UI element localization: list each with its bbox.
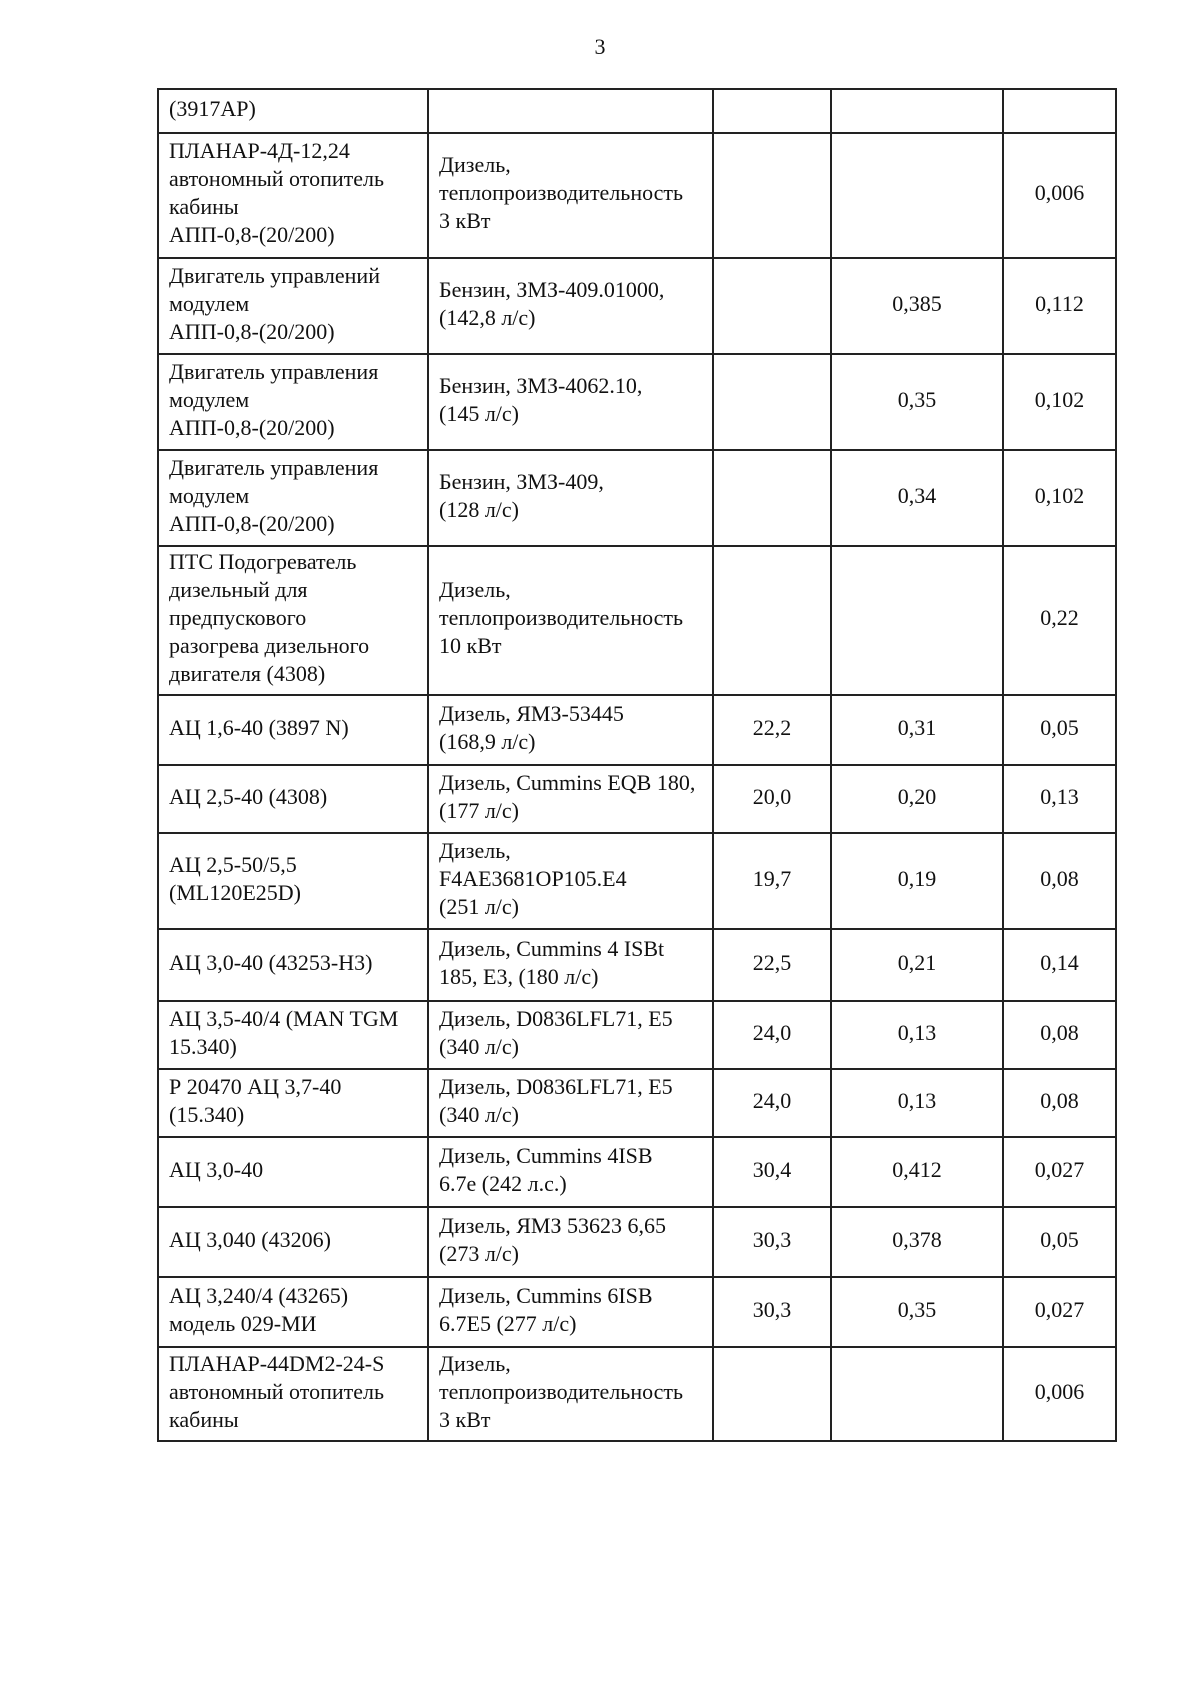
vehicle-name-cell-line: модель 029-МИ: [169, 1310, 317, 1336]
engine-cell-line: Дизель, ЯМЗ 53623 6,65: [439, 1212, 667, 1238]
engine-cell-line: Бензин, ЗМЗ-409.01000,: [439, 276, 665, 302]
engine-cell-line: (251 л/с): [439, 893, 520, 919]
value-cell-col3: 30,4: [713, 1137, 831, 1207]
engine-cell-line: Дизель,: [439, 577, 511, 602]
engine-cell-line: (128 л/с): [439, 496, 520, 522]
engine-cell-line: Дизель, Cummins EQB 180,: [439, 769, 696, 795]
table-row: [158, 1001, 1116, 1069]
vehicle-name-cell-line: Двигатель управления: [169, 454, 379, 480]
engine-cell: [428, 258, 713, 354]
engine-cell: [428, 929, 713, 1001]
engine-cell: [428, 833, 713, 929]
value-cell-col5: 0,112: [1003, 258, 1116, 354]
value-cell-col5: 0,027: [1003, 1277, 1116, 1347]
engine-cell-line: (177 л/с): [439, 797, 520, 823]
table-row: [158, 1137, 1116, 1207]
engine-cell-line: Дизель,: [439, 1350, 511, 1376]
engine-cell-line: 185, Е3, (180 л/с): [439, 963, 599, 989]
value-cell-col5: 0,08: [1003, 1001, 1116, 1069]
engine-cell-line: Дизель, Cummins 6ISB: [439, 1282, 653, 1308]
vehicle-name-cell-line: дизельный для: [169, 577, 308, 602]
table-row: [158, 354, 1116, 450]
table-row: [158, 133, 1116, 258]
engine-cell-line: (340 л/с): [439, 1101, 520, 1127]
vehicle-name-cell: [158, 1137, 428, 1207]
vehicle-name-cell: [158, 258, 428, 354]
vehicle-name-cell-line: двигателя (4308): [169, 661, 326, 686]
value-cell-col3: [713, 450, 831, 546]
value-cell-col3: 22,5: [713, 929, 831, 1001]
vehicle-name-cell: [158, 546, 428, 695]
value-cell-col4: 0,34: [831, 450, 1003, 546]
engine-cell: [428, 450, 713, 546]
value-cell-col5: 0,102: [1003, 450, 1116, 546]
engine-cell-line: теплопроизводительность: [439, 1378, 684, 1404]
value-cell-col5: 0,05: [1003, 695, 1116, 765]
vehicle-name-cell-line: АЦ 3,240/4 (43265): [169, 1282, 349, 1308]
value-cell-col4: 0,412: [831, 1137, 1003, 1207]
value-cell-col5: 0,14: [1003, 929, 1116, 1001]
value-cell-col4: 0,378: [831, 1207, 1003, 1277]
vehicle-name-cell-line: АЦ 3,5-40/4 (MAN TGM: [169, 1005, 399, 1031]
value-cell-col3: 24,0: [713, 1001, 831, 1069]
engine-cell-line: (273 л/с): [439, 1240, 520, 1266]
engine-cell-line: 3 кВт: [439, 208, 491, 233]
table-row: [158, 89, 1116, 133]
engine-cell-line: 6.7е (242 л.с.): [439, 1170, 567, 1196]
vehicle-name-cell-line: АЦ 3,0-40 (43253-Н3): [169, 949, 373, 975]
engine-cell-line: Дизель, D0836LFL71, E5: [439, 1005, 673, 1031]
vehicle-name-cell-line: ПТС Подогреватель: [169, 549, 357, 574]
engine-cell-line: 10 кВт: [439, 633, 502, 658]
vehicle-name-cell-line: предпускового: [169, 605, 307, 630]
vehicle-name-cell-line: АЦ 1,6-40 (3897 N): [169, 714, 349, 740]
page-number: 3: [594, 34, 606, 59]
vehicle-name-cell: [158, 450, 428, 546]
table-row: [158, 929, 1116, 1001]
engine-cell: [428, 695, 713, 765]
vehicle-name-cell-line: АПП-0,8-(20/200): [169, 414, 335, 440]
engine-cell: [428, 765, 713, 833]
vehicle-name-cell-line: ПЛАНАР-4Д-12,24: [169, 138, 350, 163]
value-cell-col4: [831, 133, 1003, 258]
engine-cell-line: 3 кВт: [439, 1406, 491, 1432]
vehicle-name-cell-line: разогрева дизельного: [169, 633, 370, 658]
value-cell-col4: 0,35: [831, 1277, 1003, 1347]
table-row: [158, 833, 1116, 929]
table-row: [158, 1347, 1116, 1441]
vehicle-name-cell-line: автономный отопитель: [169, 1378, 385, 1404]
vehicle-name-cell-line: Двигатель управления: [169, 358, 379, 384]
value-cell-col3: 24,0: [713, 1069, 831, 1137]
engine-cell-line: (145 л/с): [439, 400, 520, 426]
engine-cell: [428, 546, 713, 695]
value-cell-col5: 0,027: [1003, 1137, 1116, 1207]
value-cell-col4: 0,13: [831, 1001, 1003, 1069]
vehicle-name-cell: [158, 1207, 428, 1277]
value-cell-col4: 0,21: [831, 929, 1003, 1001]
vehicle-name-cell: [158, 765, 428, 833]
vehicle-name-cell-line: кабины: [169, 1406, 239, 1432]
table-row: [158, 546, 1116, 695]
vehicle-name-cell-line: АПП-0,8-(20/200): [169, 318, 335, 344]
value-cell-col4: 0,385: [831, 258, 1003, 354]
engine-cell: [428, 1001, 713, 1069]
value-cell-col4: 0,20: [831, 765, 1003, 833]
table-row: [158, 450, 1116, 546]
value-cell-col4: 0,13: [831, 1069, 1003, 1137]
engine-cell: [428, 354, 713, 450]
engine-cell-line: Дизель, Cummins 4 ISBt: [439, 935, 665, 961]
vehicle-name-cell-line: автономный отопитель: [169, 166, 385, 191]
engine-cell-line: Дизель, Cummins 4ISB: [439, 1142, 653, 1168]
vehicle-name-cell: [158, 695, 428, 765]
value-cell-col3: [713, 258, 831, 354]
value-cell-col4: [831, 1347, 1003, 1441]
value-cell-col5: 0,08: [1003, 1069, 1116, 1137]
value-cell-col4: [831, 546, 1003, 695]
engine-cell: [428, 1277, 713, 1347]
value-cell-col5: 0,13: [1003, 765, 1116, 833]
value-cell-col3: [713, 546, 831, 695]
table-row: [158, 1277, 1116, 1347]
value-cell-col5: 0,05: [1003, 1207, 1116, 1277]
value-cell-col5: 0,006: [1003, 1347, 1116, 1441]
value-cell-col4: 0,35: [831, 354, 1003, 450]
engine-cell: [428, 133, 713, 258]
vehicle-name-cell: [158, 929, 428, 1001]
engine-cell: [428, 1207, 713, 1277]
table-body: [158, 89, 1116, 1441]
table-row: [158, 1069, 1116, 1137]
engine-cell-line: теплопроизводительность: [439, 180, 684, 205]
vehicle-name-cell-line: (ML120E25D): [169, 879, 301, 905]
vehicle-name-cell-line: АЦ 3,040 (43206): [169, 1226, 331, 1252]
value-cell-col5: [1003, 89, 1116, 133]
value-cell-col3: 30,3: [713, 1207, 831, 1277]
value-cell-col3: [713, 1347, 831, 1441]
table-row: [158, 258, 1116, 354]
vehicle-name-cell-line: 15.340): [169, 1033, 237, 1059]
value-cell-col5: 0,102: [1003, 354, 1116, 450]
engine-cell-line: Бензин, ЗМЗ-4062.10,: [439, 372, 643, 398]
vehicle-name-cell: [158, 1069, 428, 1137]
vehicle-name-cell: [158, 133, 428, 258]
value-cell-col4: 0,19: [831, 833, 1003, 929]
value-cell-col5: 0,006: [1003, 133, 1116, 258]
engine-cell: [428, 1137, 713, 1207]
value-cell-col4: 0,31: [831, 695, 1003, 765]
vehicle-name-cell-line: АЦ 2,5-40 (4308): [169, 783, 328, 809]
table-row: [158, 1207, 1116, 1277]
vehicle-name-cell-line: АЦ 2,5-50/5,5: [169, 851, 297, 877]
vehicle-name-cell-line: АЦ 3,0-40: [169, 1156, 264, 1182]
vehicle-name-cell: [158, 1347, 428, 1441]
value-cell-col3: 22,2: [713, 695, 831, 765]
engine-cell-line: (340 л/с): [439, 1033, 520, 1059]
vehicle-name-cell-line: Р 20470 АЦ 3,7-40: [169, 1073, 342, 1099]
vehicle-name-cell-line: ПЛАНАР-44DM2-24-S: [169, 1350, 385, 1376]
vehicle-name-cell-line: кабины: [169, 194, 239, 219]
vehicle-name-cell-line: модулем: [169, 482, 250, 508]
value-cell-col3: [713, 354, 831, 450]
engine-cell: [428, 1347, 713, 1441]
engine-cell: [428, 1069, 713, 1137]
value-cell-col3: 30,3: [713, 1277, 831, 1347]
engine-cell-line: (168,9 л/с): [439, 728, 536, 754]
fuel-consumption-table: [157, 88, 1117, 1442]
vehicle-name-cell: [158, 89, 428, 133]
engine-cell-line: F4AE3681OP105.E4: [439, 865, 627, 891]
value-cell-col3: 20,0: [713, 765, 831, 833]
engine-cell-line: теплопроизводительность: [439, 605, 684, 630]
vehicle-name-cell-line: АПП-0,8-(20/200): [169, 222, 335, 247]
vehicle-name-cell-line: (3917АР): [169, 95, 256, 121]
vehicle-name-cell: [158, 1001, 428, 1069]
vehicle-name-cell-line: модулем: [169, 290, 250, 316]
engine-cell-line: (142,8 л/с): [439, 304, 536, 330]
vehicle-name-cell-line: Двигатель управлений: [169, 262, 380, 288]
engine-cell-line: Дизель, ЯМЗ-53445: [439, 700, 624, 726]
value-cell-col5: 0,22: [1003, 546, 1116, 695]
engine-cell-line: Дизель, D0836LFL71, E5: [439, 1073, 673, 1099]
value-cell-col5: 0,08: [1003, 833, 1116, 929]
table-row: [158, 695, 1116, 765]
value-cell-col3: [713, 89, 831, 133]
value-cell-col3: 19,7: [713, 833, 831, 929]
table-row: [158, 765, 1116, 833]
engine-cell-line: Бензин, ЗМЗ-409,: [439, 468, 604, 494]
vehicle-name-cell: [158, 1277, 428, 1347]
value-cell-col4: [831, 89, 1003, 133]
engine-cell-line: Дизель,: [439, 837, 511, 863]
vehicle-name-cell-line: АПП-0,8-(20/200): [169, 510, 335, 536]
vehicle-name-cell-line: модулем: [169, 386, 250, 412]
engine-cell-line: Дизель,: [439, 152, 511, 177]
value-cell-col3: [713, 133, 831, 258]
vehicle-name-cell: [158, 354, 428, 450]
vehicle-name-cell: [158, 833, 428, 929]
engine-cell: [428, 89, 713, 133]
engine-cell-line: 6.7E5 (277 л/с): [439, 1310, 577, 1336]
vehicle-name-cell-line: (15.340): [169, 1101, 245, 1127]
